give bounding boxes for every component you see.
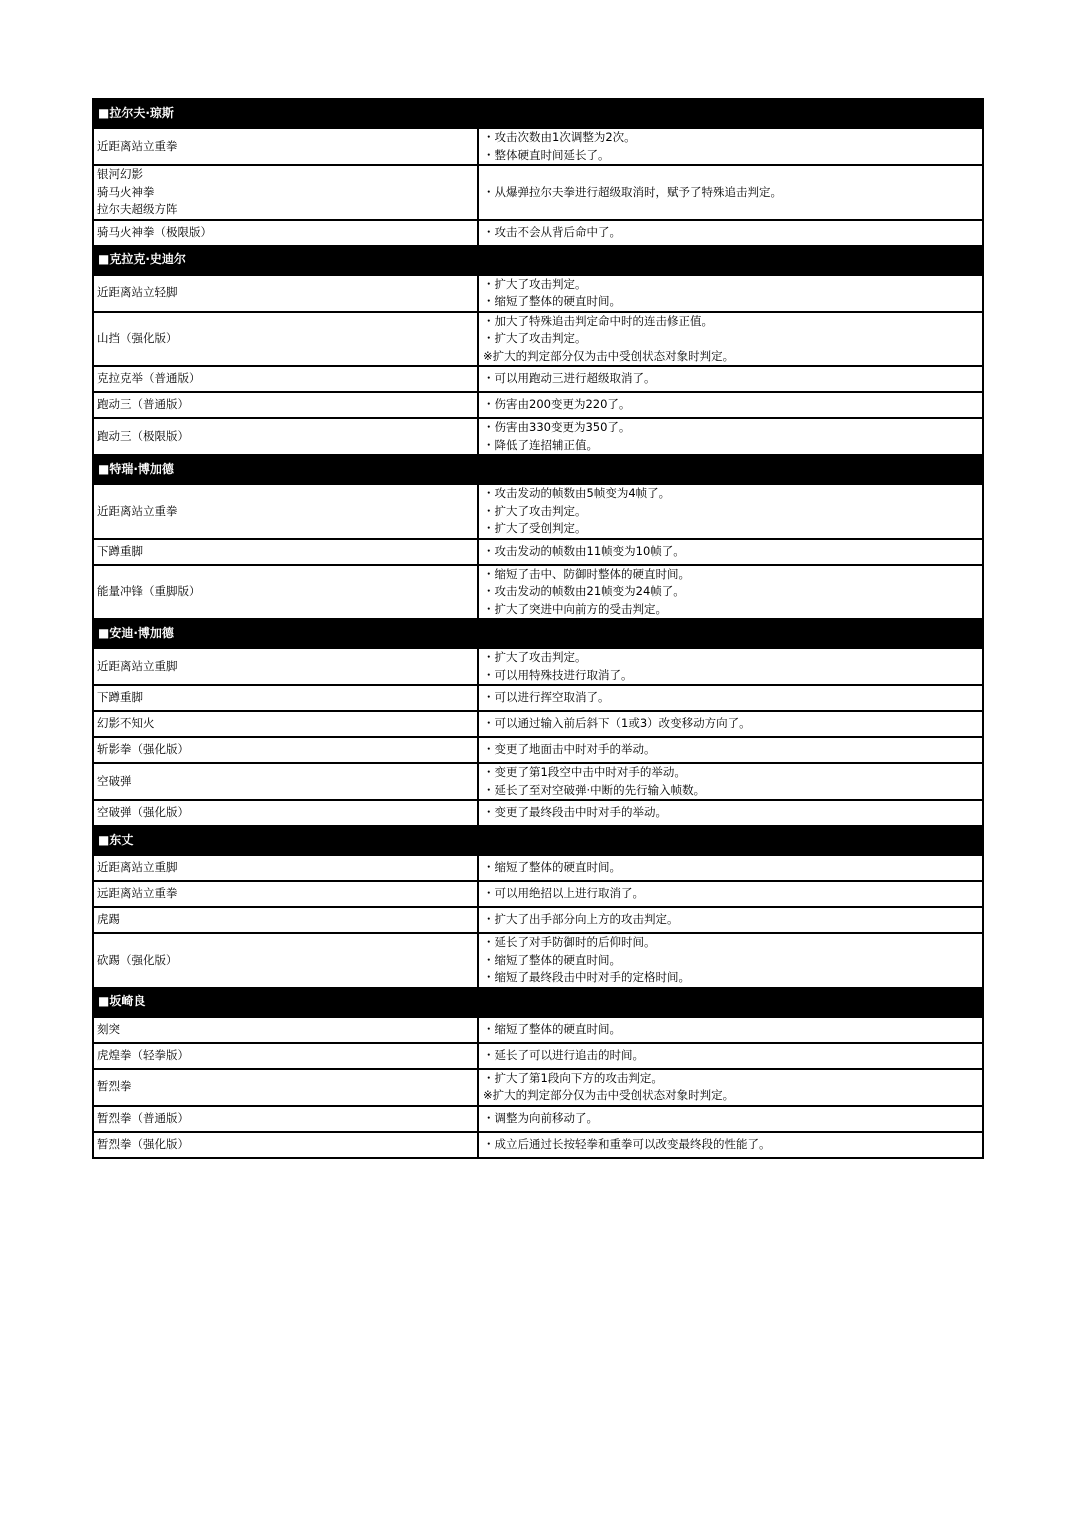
move-name-cell: 近距离站立重脚	[93, 648, 478, 685]
character-header-row	[93, 619, 983, 648]
change-description-cell: ・扩大了攻击判定。 ・可以用特殊技进行取消了。	[478, 648, 983, 685]
move-name-cell: 近距离站立轻脚	[93, 275, 478, 312]
table-row	[93, 648, 983, 685]
table-row	[93, 1132, 983, 1158]
move-name-cell: 克拉克举（普通版）	[93, 366, 478, 392]
table-row	[93, 220, 983, 246]
change-description-cell: ・攻击不会从背后命中了。	[478, 220, 983, 246]
move-name-cell: 虎煌拳（轻拳版）	[93, 1043, 478, 1069]
table-row	[93, 1106, 983, 1132]
character-header-row	[93, 455, 983, 484]
table-row	[93, 855, 983, 881]
move-name-cell: 下蹲重脚	[93, 685, 478, 711]
move-name-cell: 下蹲重脚	[93, 539, 478, 565]
table-row	[93, 484, 983, 539]
change-description-cell: ・从爆弹拉尔夫拳进行超级取消时，赋予了特殊追击判定。	[478, 165, 983, 220]
character-name: ■坂崎良	[93, 988, 983, 1017]
table-row	[93, 933, 983, 988]
change-description-cell: ・扩大了出手部分向上方的攻击判定。	[478, 907, 983, 933]
move-name-cell: 骑马火神拳（极限版）	[93, 220, 478, 246]
table-row	[93, 1069, 983, 1106]
table-row	[93, 800, 983, 826]
move-name-cell: 暂烈拳	[93, 1069, 478, 1106]
change-description-cell: ・伤害由200变更为220了。	[478, 392, 983, 418]
table-row	[93, 1017, 983, 1043]
move-name-cell: 银河幻影 骑马火神拳 拉尔夫超级方阵	[93, 165, 478, 220]
move-name-cell: 远距离站立重拳	[93, 881, 478, 907]
character-header-row	[93, 246, 983, 275]
change-description-cell: ・变更了第1段空中击中时对手的举动。 ・延长了至对空破弹·中断的先行输入帧数。	[478, 763, 983, 800]
character-header-row	[93, 988, 983, 1017]
change-description-cell: ・可以用跑动三进行超级取消了。	[478, 366, 983, 392]
move-name-cell: 能量冲锋（重脚版）	[93, 565, 478, 620]
table-row	[93, 565, 983, 620]
change-description-cell: ・攻击发动的帧数由5帧变为4帧了。 ・扩大了攻击判定。 ・扩大了受创判定。	[478, 484, 983, 539]
change-description-cell: ・缩短了整体的硬直时间。	[478, 855, 983, 881]
patch-notes-body	[93, 99, 983, 1158]
move-name-cell: 暂烈拳（普通版）	[93, 1106, 478, 1132]
character-name: ■东丈	[93, 826, 983, 855]
change-description-cell: ・可以通过输入前后斜下（1或3）改变移动方向了。	[478, 711, 983, 737]
move-name-cell: 斩影拳（强化版）	[93, 737, 478, 763]
move-name-cell: 刻突	[93, 1017, 478, 1043]
move-name-cell: 虎踢	[93, 907, 478, 933]
table-row	[93, 685, 983, 711]
move-name-cell: 跑动三（普通版）	[93, 392, 478, 418]
change-description-cell: ・可以用绝招以上进行取消了。	[478, 881, 983, 907]
change-description-cell: ・加大了特殊追击判定命中时的连击修正值。 ・扩大了攻击判定。 ※扩大的判定部分仅为击中受创状态对象时判定。	[478, 312, 983, 367]
move-name-cell: 近距离站立重拳	[93, 128, 478, 165]
change-description-cell: ・扩大了攻击判定。 ・缩短了整体的硬直时间。	[478, 275, 983, 312]
change-description-cell: ・变更了最终段击中时对手的举动。	[478, 800, 983, 826]
character-name: ■特瑞·博加德	[93, 455, 983, 484]
change-description-cell: ・成立后通过长按轻拳和重拳可以改变最终段的性能了。	[478, 1132, 983, 1158]
table-row	[93, 763, 983, 800]
move-name-cell: 空破弹	[93, 763, 478, 800]
character-header-row	[93, 99, 983, 128]
table-row	[93, 711, 983, 737]
change-description-cell: ・攻击次数由1次调整为2次。 ・整体硬直时间延长了。	[478, 128, 983, 165]
change-description-cell: ・攻击发动的帧数由11帧变为10帧了。	[478, 539, 983, 565]
move-name-cell: 跑动三（极限版）	[93, 418, 478, 455]
table-row	[93, 737, 983, 763]
character-name: ■安迪·博加德	[93, 619, 983, 648]
table-row	[93, 366, 983, 392]
table-row	[93, 275, 983, 312]
move-name-cell: 砍踢（强化版）	[93, 933, 478, 988]
table-row	[93, 392, 983, 418]
move-name-cell: 空破弹（强化版）	[93, 800, 478, 826]
character-name: ■拉尔夫·琼斯	[93, 99, 983, 128]
change-description-cell: ・变更了地面击中时对手的举动。	[478, 737, 983, 763]
character-header-row	[93, 826, 983, 855]
table-row	[93, 907, 983, 933]
change-description-cell: ・延长了对手防御时的后仰时间。 ・缩短了整体的硬直时间。 ・缩短了最终段击中时对手的定格时间。	[478, 933, 983, 988]
character-name: ■克拉克·史迪尔	[93, 246, 983, 275]
table-row	[93, 165, 983, 220]
table-row	[93, 881, 983, 907]
move-name-cell: 暂烈拳（强化版）	[93, 1132, 478, 1158]
change-description-cell: ・调整为向前移动了。	[478, 1106, 983, 1132]
table-row	[93, 539, 983, 565]
table-row	[93, 418, 983, 455]
table-row	[93, 1043, 983, 1069]
move-name-cell: 近距离站立重脚	[93, 855, 478, 881]
change-description-cell: ・缩短了整体的硬直时间。	[478, 1017, 983, 1043]
move-name-cell: 近距离站立重拳	[93, 484, 478, 539]
change-description-cell: ・可以进行挥空取消了。	[478, 685, 983, 711]
patch-notes-table	[92, 98, 984, 1159]
change-description-cell: ・缩短了击中、防御时整体的硬直时间。 ・攻击发动的帧数由21帧变为24帧了。 ・扩大了突进中向前方的受击判定。	[478, 565, 983, 620]
table-row	[93, 128, 983, 165]
change-description-cell: ・延长了可以进行追击的时间。	[478, 1043, 983, 1069]
move-name-cell: 山挡（强化版）	[93, 312, 478, 367]
table-row	[93, 312, 983, 367]
move-name-cell: 幻影不知火	[93, 711, 478, 737]
change-description-cell: ・扩大了第1段向下方的攻击判定。 ※扩大的判定部分仅为击中受创状态对象时判定。	[478, 1069, 983, 1106]
change-description-cell: ・伤害由330变更为350了。 ・降低了连招辅正值。	[478, 418, 983, 455]
